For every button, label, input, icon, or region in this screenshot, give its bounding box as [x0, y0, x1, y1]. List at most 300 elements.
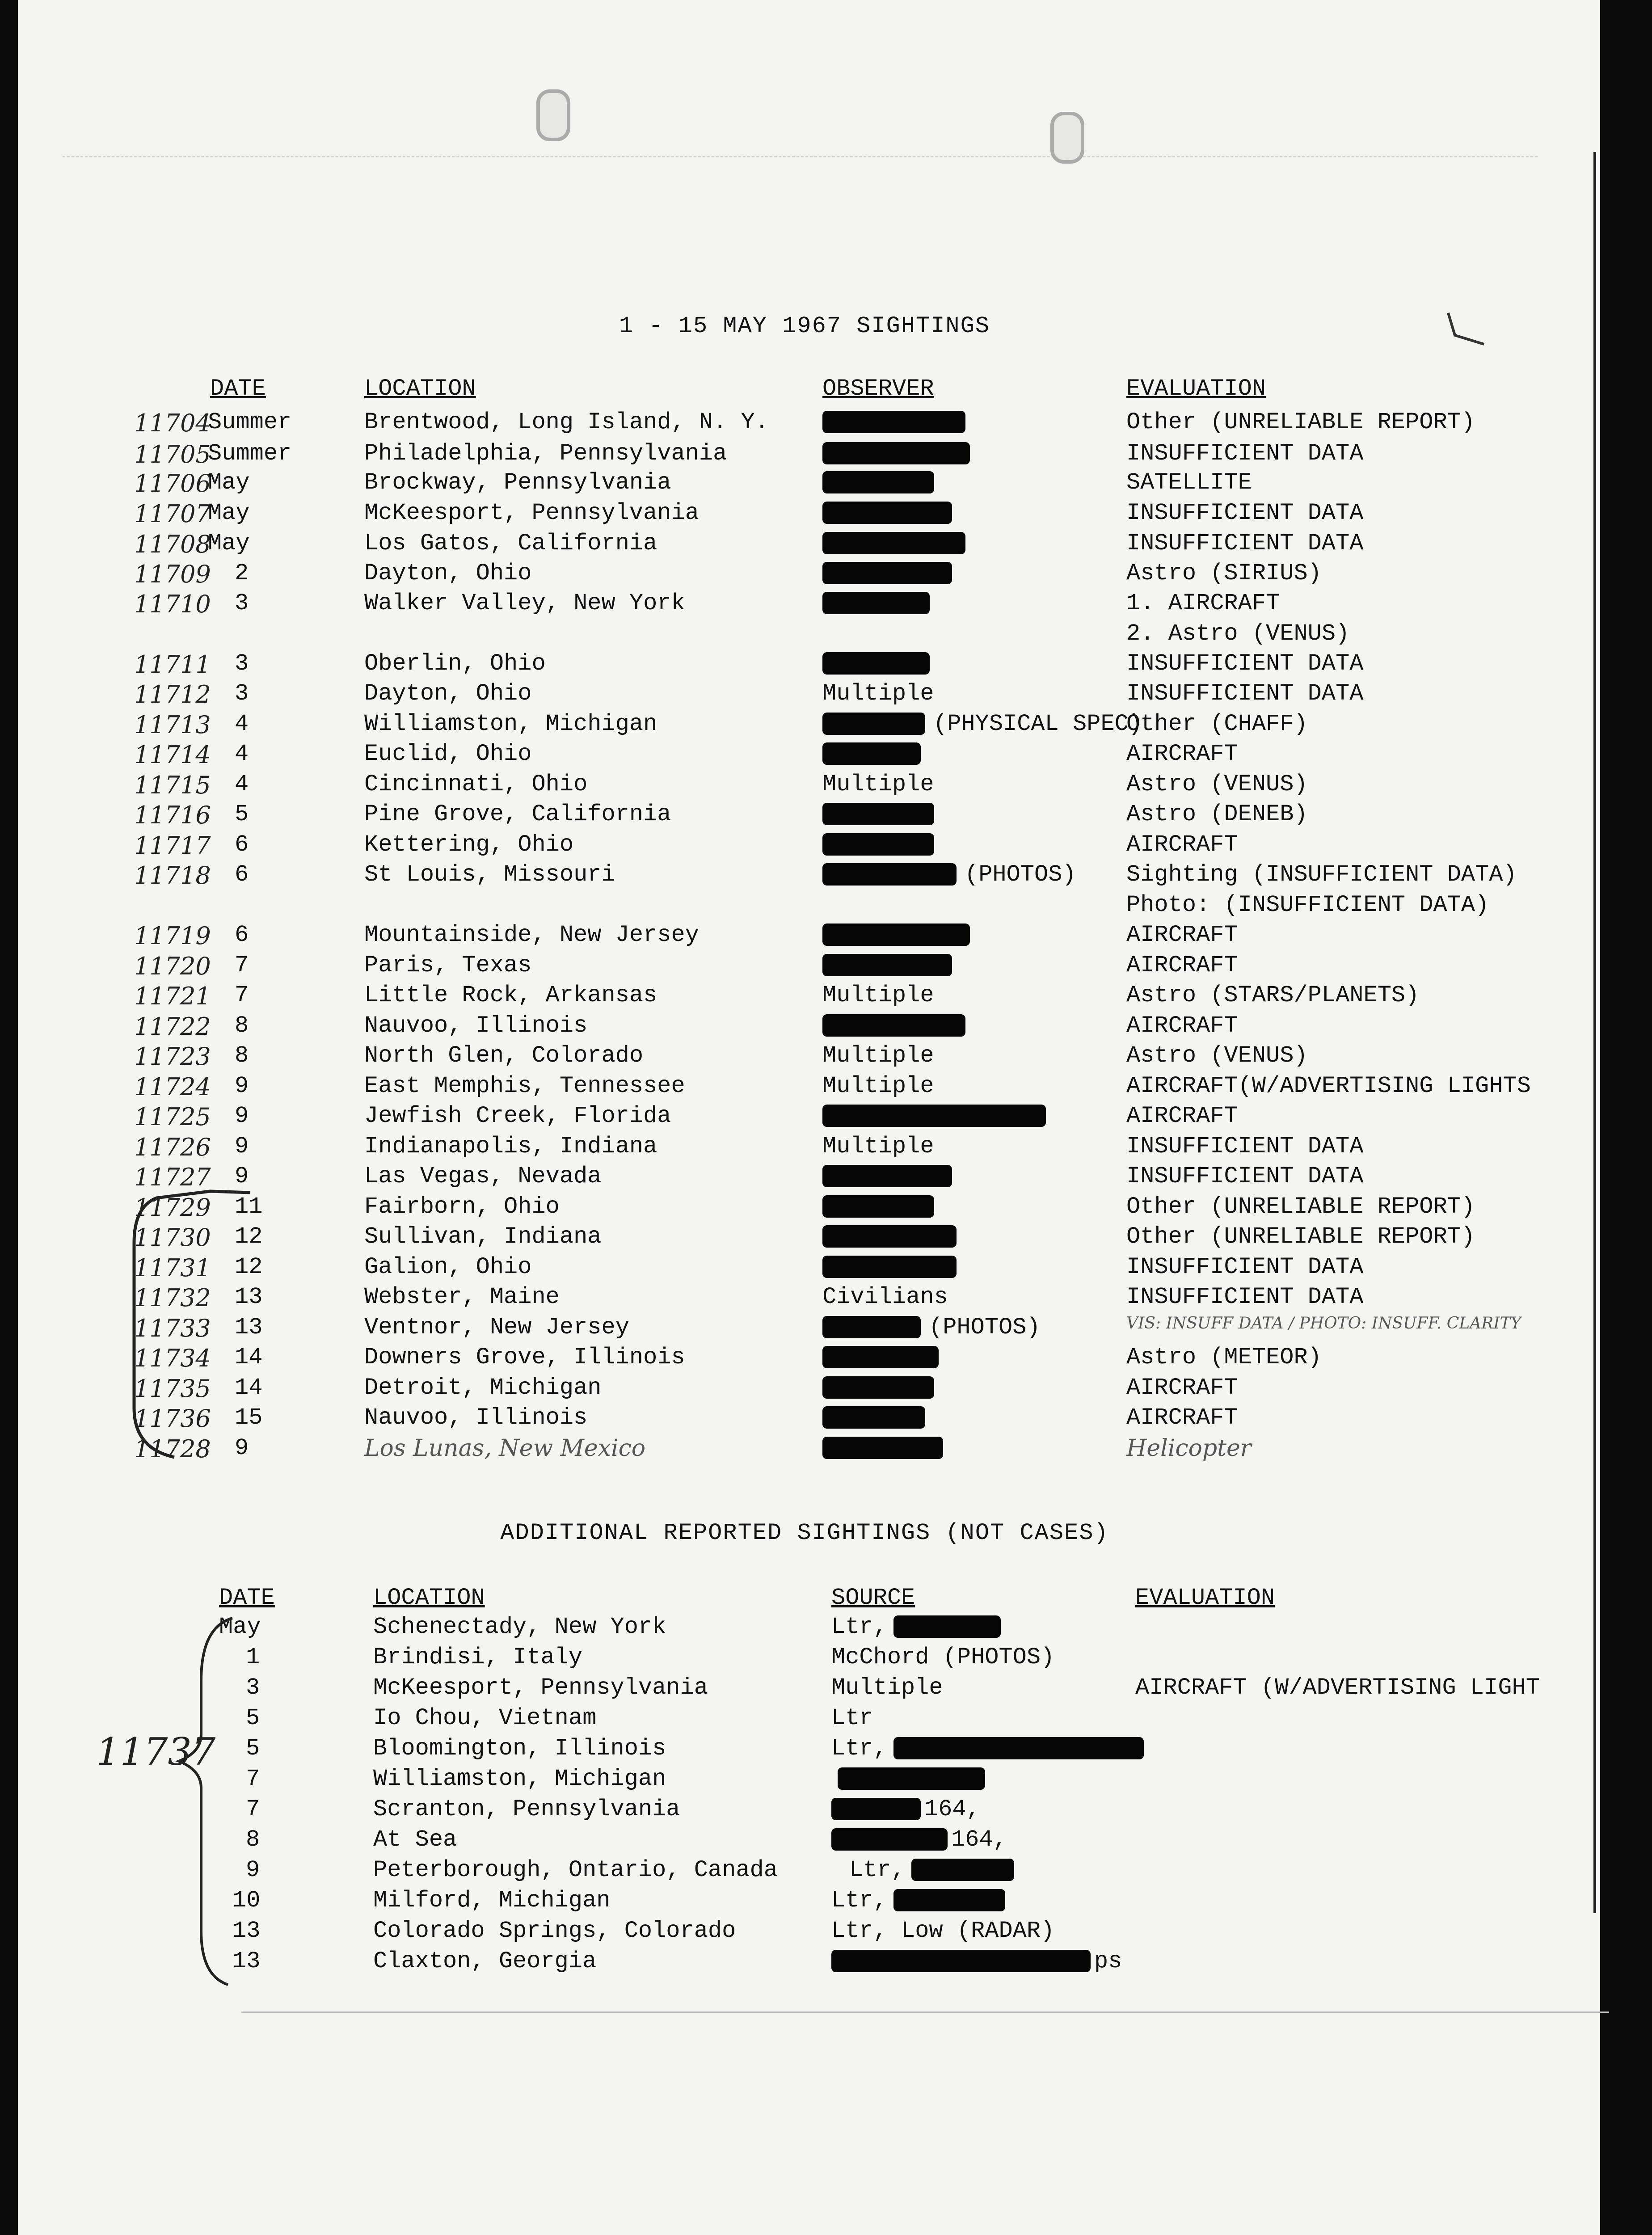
row-observer [822, 1404, 933, 1431]
row-observer [822, 1073, 934, 1099]
source-text: Ltr [831, 1705, 873, 1731]
table-row [0, 500, 1609, 530]
row-location: Cincinnati, Ohio [364, 771, 588, 797]
row-observer [822, 560, 960, 586]
case-number: 11709 [134, 560, 211, 588]
table-row [0, 1073, 1609, 1103]
row-date: 3 [235, 650, 249, 677]
source-text: Ltr, [831, 1614, 887, 1640]
table-row [0, 1103, 1609, 1133]
table-row [0, 922, 1609, 952]
row-evaluation: INSUFFICIENT DATA [1126, 650, 1364, 677]
document-title: 1 - 15 MAY 1967 SIGHTINGS [619, 313, 990, 339]
source-text: Ltr, Low (RADAR) [831, 1918, 1055, 1944]
row-location: Brindisi, Italy [373, 1644, 583, 1670]
additional-row [0, 1887, 1609, 1918]
row-observer [822, 1012, 974, 1039]
table-row [0, 620, 1609, 651]
case-number: 11714 [134, 741, 211, 769]
redaction-bar [822, 442, 970, 464]
row-date: 6 [235, 922, 249, 948]
row-date: 12 [235, 1254, 263, 1280]
redaction-bar [831, 1798, 921, 1820]
row-evaluation: Photo: (INSUFFICIENT DATA) [1126, 892, 1489, 918]
redaction-bar [822, 1225, 957, 1248]
row-evaluation: Other (CHAFF) [1126, 711, 1308, 737]
source-text: Ltr, [831, 1735, 887, 1762]
case-number: 11717 [134, 831, 211, 860]
header-evaluation: EVALUATION [1126, 375, 1266, 402]
row-location: North Glen, Colorado [364, 1042, 644, 1069]
row-observer [822, 741, 929, 767]
binding-strip [63, 143, 1538, 157]
row-observer [822, 1435, 951, 1461]
redaction-bar [822, 833, 934, 856]
row-date: May [208, 469, 250, 496]
case-number: 11707 [134, 500, 211, 528]
row-location: Philadelphia, Pennsylvania [364, 440, 727, 467]
case-number: 11705 [134, 440, 211, 468]
row-location: Nauvoo, Illinois [364, 1404, 588, 1431]
redaction-bar [822, 532, 965, 554]
row-date: 3 [235, 590, 249, 616]
row-evaluation: Astro (METEOR) [1126, 1344, 1322, 1371]
row-source [831, 1796, 980, 1822]
redaction-bar [822, 924, 970, 946]
redaction-bar [822, 1256, 957, 1278]
row-location: Brentwood, Long Island, N. Y. [364, 409, 769, 435]
row-observer [822, 831, 942, 858]
header-date: DATE [210, 375, 266, 402]
source-text: Ltr, [831, 1887, 887, 1914]
case-number: 11729 [134, 1193, 211, 1222]
row-date: 4 [235, 771, 249, 797]
row-location: Peterborough, Ontario, Canada [373, 1857, 778, 1883]
observer-text: (PHYSICAL SPEC) [933, 711, 1143, 737]
row-date: 5 [235, 801, 249, 827]
table-row [0, 469, 1609, 500]
case-number: 11735 [134, 1375, 211, 1403]
observer-text: (PHOTOS) [929, 1314, 1041, 1341]
row-evaluation: INSUFFICIENT DATA [1126, 1163, 1364, 1189]
table-row [0, 1163, 1609, 1193]
row-date: Summer [208, 440, 292, 467]
table-row [0, 440, 1609, 471]
redaction-bar [822, 1406, 925, 1429]
case-number: 11719 [134, 922, 211, 950]
row-observer [822, 1375, 942, 1401]
redaction-bar [822, 1376, 934, 1399]
add-header-location: LOCATION [373, 1585, 485, 1611]
table-row [0, 1223, 1609, 1254]
additional-row [0, 1796, 1609, 1826]
table-row [0, 1435, 1609, 1465]
row-date: 9 [246, 1857, 260, 1883]
row-location: Bloomington, Illinois [373, 1735, 666, 1762]
row-observer [822, 440, 978, 467]
row-source [831, 1887, 1005, 1914]
case-number: 11713 [134, 711, 211, 739]
redaction-bar [822, 562, 952, 584]
row-date: Summer [208, 409, 292, 435]
row-location: Euclid, Ohio [364, 741, 532, 767]
row-observer [822, 1163, 960, 1189]
row-date: 11 [235, 1193, 263, 1220]
row-location: Mountainside, New Jersey [364, 922, 699, 948]
table-row [0, 1404, 1609, 1435]
row-observer [822, 650, 938, 677]
table-row [0, 801, 1609, 831]
row-location: Scranton, Pennsylvania [373, 1796, 680, 1822]
row-location: East Memphis, Tennessee [364, 1073, 685, 1099]
redaction-bar [822, 713, 925, 735]
source-text: ps [1094, 1948, 1122, 1974]
case-number: 11726 [134, 1133, 211, 1161]
row-source [831, 1735, 1144, 1762]
additional-row [0, 1948, 1609, 1978]
row-observer [822, 1344, 947, 1371]
redaction-bar [822, 471, 934, 493]
table-row [0, 892, 1609, 922]
case-number: 11727 [134, 1163, 211, 1191]
case-number: 11732 [134, 1284, 211, 1312]
row-date: 9 [235, 1435, 249, 1461]
row-location: Webster, Maine [364, 1284, 560, 1310]
punch-hole [1050, 112, 1084, 164]
row-observer [822, 500, 960, 526]
table-row [0, 560, 1609, 590]
row-date: 15 [235, 1404, 263, 1431]
row-source [831, 1918, 1054, 1944]
row-date: 14 [235, 1375, 263, 1401]
row-evaluation: 2. Astro (VENUS) [1126, 620, 1350, 647]
row-date: 1 [246, 1644, 260, 1670]
row-evaluation: AIRCRAFT [1126, 1375, 1238, 1401]
table-row [0, 409, 1609, 439]
row-observer [822, 1314, 1041, 1341]
redaction-bar [822, 1105, 1046, 1127]
row-location: Ventnor, New Jersey [364, 1314, 629, 1341]
additional-row [0, 1705, 1609, 1735]
table-row [0, 1284, 1609, 1314]
row-location: Fairborn, Ohio [364, 1193, 560, 1220]
row-date: 6 [235, 861, 249, 888]
row-evaluation: AIRCRAFT [1126, 922, 1238, 948]
observer-text: Multiple [822, 1073, 934, 1099]
row-evaluation: Helicopter [1126, 1435, 1252, 1462]
row-date: 13 [232, 1918, 261, 1944]
row-location: Kettering, Ohio [364, 831, 574, 858]
row-location: Colorado Springs, Colorado [373, 1918, 736, 1944]
case-number: 11725 [134, 1103, 211, 1131]
case-number: 11715 [134, 771, 211, 799]
table-row [0, 771, 1609, 801]
row-evaluation: INSUFFICIENT DATA [1126, 530, 1364, 557]
case-number: 11721 [134, 982, 211, 1010]
table-row [0, 861, 1609, 892]
row-location: Little Rock, Arkansas [364, 982, 657, 1008]
row-evaluation: AIRCRAFT (W/ADVERTISING LIGHT [1135, 1674, 1540, 1701]
row-observer [822, 861, 1076, 888]
redaction-bar [822, 1195, 934, 1218]
row-date: 5 [246, 1735, 260, 1762]
header-observer: OBSERVER [822, 375, 934, 402]
case-number: 11734 [134, 1344, 211, 1372]
row-source [831, 1614, 1001, 1640]
row-location: Dayton, Ohio [364, 560, 532, 586]
case-number: 11733 [134, 1314, 211, 1342]
case-number: 11704 [134, 409, 211, 437]
row-location: Los Lunas, New Mexico [364, 1435, 646, 1462]
redaction-bar [831, 1950, 1091, 1972]
case-number: 11720 [134, 952, 211, 980]
additional-row [0, 1857, 1609, 1887]
redaction-bar [822, 742, 921, 765]
redaction-bar [831, 1828, 948, 1851]
row-observer [822, 982, 934, 1008]
row-source [831, 1644, 1054, 1670]
additional-row [0, 1766, 1609, 1796]
row-source [849, 1857, 1014, 1883]
row-location: Downers Grove, Illinois [364, 1344, 685, 1371]
observer-text: Multiple [822, 982, 934, 1008]
row-evaluation: INSUFFICIENT DATA [1126, 440, 1364, 467]
row-date: 8 [235, 1042, 249, 1069]
case-number: 11723 [134, 1042, 211, 1071]
row-date: 5 [246, 1705, 260, 1731]
source-text: Multiple [831, 1674, 943, 1701]
redaction-bar [838, 1767, 985, 1790]
source-text: 164, [924, 1796, 980, 1822]
row-date: May [208, 500, 250, 526]
observer-text: Multiple [822, 1133, 934, 1160]
row-location: Pine Grove, California [364, 801, 671, 827]
header-location: LOCATION [364, 375, 476, 402]
case-number: 11708 [134, 530, 211, 558]
row-date: 13 [232, 1948, 261, 1974]
table-row [0, 982, 1609, 1012]
row-evaluation: Other (UNRELIABLE REPORT) [1126, 1193, 1475, 1220]
case-number: 11712 [134, 680, 211, 708]
row-evaluation: AIRCRAFT [1126, 1404, 1238, 1431]
row-evaluation: Astro (DENEB) [1126, 801, 1308, 827]
row-location: McKeesport, Pennsylvania [364, 500, 699, 526]
row-source [831, 1674, 943, 1701]
row-source [831, 1766, 985, 1792]
row-evaluation: INSUFFICIENT DATA [1126, 1133, 1364, 1160]
row-location: Las Vegas, Nevada [364, 1163, 602, 1189]
row-date: 9 [235, 1073, 249, 1099]
row-date: 9 [235, 1163, 249, 1189]
row-date: 13 [235, 1314, 263, 1341]
row-date: 9 [235, 1103, 249, 1129]
table-row [0, 952, 1609, 983]
case-number: 11706 [134, 469, 211, 498]
source-text: 164, [951, 1826, 1007, 1853]
row-location: Galion, Ohio [364, 1254, 532, 1280]
row-evaluation: Other (UNRELIABLE REPORT) [1126, 409, 1475, 435]
table-row [0, 680, 1609, 711]
observer-text: Multiple [822, 680, 934, 707]
row-evaluation: VIS: INSUFF DATA / PHOTO: INSUFF. CLARITY [1126, 1314, 1521, 1333]
row-date: 8 [235, 1012, 249, 1039]
row-evaluation: AIRCRAFT [1126, 741, 1238, 767]
additional-row [0, 1735, 1609, 1766]
row-date: May [219, 1614, 261, 1640]
add-header-date: DATE [219, 1585, 275, 1611]
row-location: St Louis, Missouri [364, 861, 615, 888]
table-row [0, 1193, 1609, 1224]
row-location: At Sea [373, 1826, 457, 1853]
row-date: 14 [235, 1344, 263, 1371]
source-text: McChord (PHOTOS) [831, 1644, 1055, 1670]
row-evaluation: Astro (STARS/PLANETS) [1126, 982, 1420, 1008]
row-evaluation: AIRCRAFT [1126, 1103, 1238, 1129]
row-observer [822, 409, 974, 435]
row-date: 3 [246, 1674, 260, 1701]
case-number: 11716 [134, 801, 211, 829]
row-evaluation: AIRCRAFT [1126, 952, 1238, 978]
row-observer [822, 771, 934, 797]
table-row [0, 1314, 1609, 1345]
observer-text: Multiple [822, 1042, 934, 1069]
redaction-bar [822, 411, 965, 433]
row-location: Detroit, Michigan [364, 1375, 602, 1401]
redaction-bar [822, 954, 952, 976]
row-source [831, 1948, 1122, 1974]
row-evaluation: Other (UNRELIABLE REPORT) [1126, 1223, 1475, 1250]
row-observer [822, 1133, 934, 1160]
row-observer [822, 1042, 934, 1069]
row-date: 3 [235, 680, 249, 707]
additional-row [0, 1644, 1609, 1674]
additional-row [0, 1826, 1609, 1857]
row-location: Claxton, Georgia [373, 1948, 597, 1974]
row-evaluation: Astro (VENUS) [1126, 771, 1308, 797]
table-row [0, 711, 1609, 741]
redaction-bar [822, 592, 930, 614]
row-location: Los Gatos, California [364, 530, 657, 557]
table-row [0, 831, 1609, 862]
redaction-bar [822, 1316, 921, 1338]
redaction-bar [822, 1346, 939, 1368]
row-location: Walker Valley, New York [364, 590, 685, 616]
redaction-bar [822, 502, 952, 524]
row-location: Sullivan, Indiana [364, 1223, 602, 1250]
case-number: 11722 [134, 1012, 211, 1041]
row-evaluation: AIRCRAFT(W/ADVERTISING LIGHTS [1126, 1073, 1531, 1099]
row-observer [822, 1223, 965, 1250]
redaction-bar [911, 1859, 1014, 1881]
row-date: 9 [235, 1133, 249, 1160]
row-location: Williamston, Michigan [373, 1766, 666, 1792]
row-location: Oberlin, Ohio [364, 650, 546, 677]
table-row [0, 1042, 1609, 1073]
row-date: 8 [246, 1826, 260, 1853]
row-observer [822, 1284, 948, 1310]
observer-text: Multiple [822, 771, 934, 797]
row-location: McKeesport, Pennsylvania [373, 1674, 708, 1701]
add-header-source: SOURCE [831, 1585, 915, 1611]
row-source [831, 1826, 1007, 1853]
row-evaluation: AIRCRAFT [1126, 831, 1238, 858]
row-date: May [208, 530, 250, 557]
row-location: Schenectady, New York [373, 1614, 666, 1640]
row-location: Paris, Texas [364, 952, 532, 978]
row-observer [822, 711, 1142, 737]
case-number: 11736 [134, 1404, 211, 1433]
row-date: 6 [235, 831, 249, 858]
row-location: Jewfish Creek, Florida [364, 1103, 671, 1129]
row-date: 12 [235, 1223, 263, 1250]
redaction-bar [893, 1889, 1005, 1911]
page-bottom-rule [241, 2012, 1609, 2013]
row-evaluation: INSUFFICIENT DATA [1126, 1284, 1364, 1310]
additional-row [0, 1674, 1609, 1705]
row-observer [822, 680, 934, 707]
row-date: 13 [235, 1284, 263, 1310]
table-row [0, 650, 1609, 681]
redaction-bar [822, 863, 957, 886]
table-row [0, 1012, 1609, 1043]
row-date: 4 [235, 711, 249, 737]
row-date: 7 [246, 1796, 260, 1822]
punch-hole [536, 89, 570, 141]
row-observer [822, 922, 978, 948]
redaction-bar [822, 652, 930, 675]
row-evaluation: 1. AIRCRAFT [1126, 590, 1280, 616]
row-date: 7 [235, 952, 249, 978]
additional-row [0, 1614, 1609, 1644]
table-row [0, 1375, 1609, 1405]
row-location: Williamston, Michigan [364, 711, 657, 737]
row-evaluation: SATELLITE [1126, 469, 1252, 496]
additional-title: ADDITIONAL REPORTED SIGHTINGS (NOT CASES) [500, 1520, 1109, 1546]
row-observer [822, 1254, 965, 1280]
row-evaluation: INSUFFICIENT DATA [1126, 500, 1364, 526]
row-location: Dayton, Ohio [364, 680, 532, 707]
row-observer [822, 801, 942, 827]
row-observer [822, 952, 960, 978]
additional-row [0, 1918, 1609, 1948]
row-evaluation: Astro (VENUS) [1126, 1042, 1308, 1069]
row-evaluation: INSUFFICIENT DATA [1126, 680, 1364, 707]
table-row [0, 1254, 1609, 1284]
row-date: 4 [235, 741, 249, 767]
row-date: 10 [232, 1887, 261, 1914]
table-row [0, 590, 1609, 620]
row-location: Nauvoo, Illinois [364, 1012, 588, 1039]
redaction-bar [893, 1737, 1144, 1759]
row-observer [822, 530, 974, 557]
row-evaluation: Sighting (INSUFFICIENT DATA) [1126, 861, 1517, 888]
row-location: Io Chou, Vietnam [373, 1705, 597, 1731]
case-number: 11730 [134, 1223, 211, 1252]
redaction-bar [822, 803, 934, 825]
row-observer [822, 1103, 1054, 1129]
row-observer [822, 590, 938, 616]
row-date: 2 [235, 560, 249, 586]
source-text: Ltr, [849, 1857, 905, 1883]
row-location: Indianapolis, Indiana [364, 1133, 657, 1160]
row-location: Brockway, Pennsylvania [364, 469, 671, 496]
redaction-bar [822, 1437, 943, 1459]
case-number: 11711 [134, 650, 211, 679]
case-number: 11728 [134, 1435, 211, 1463]
row-location: Milford, Michigan [373, 1887, 611, 1914]
table-row [0, 741, 1609, 771]
table-row [0, 530, 1609, 561]
